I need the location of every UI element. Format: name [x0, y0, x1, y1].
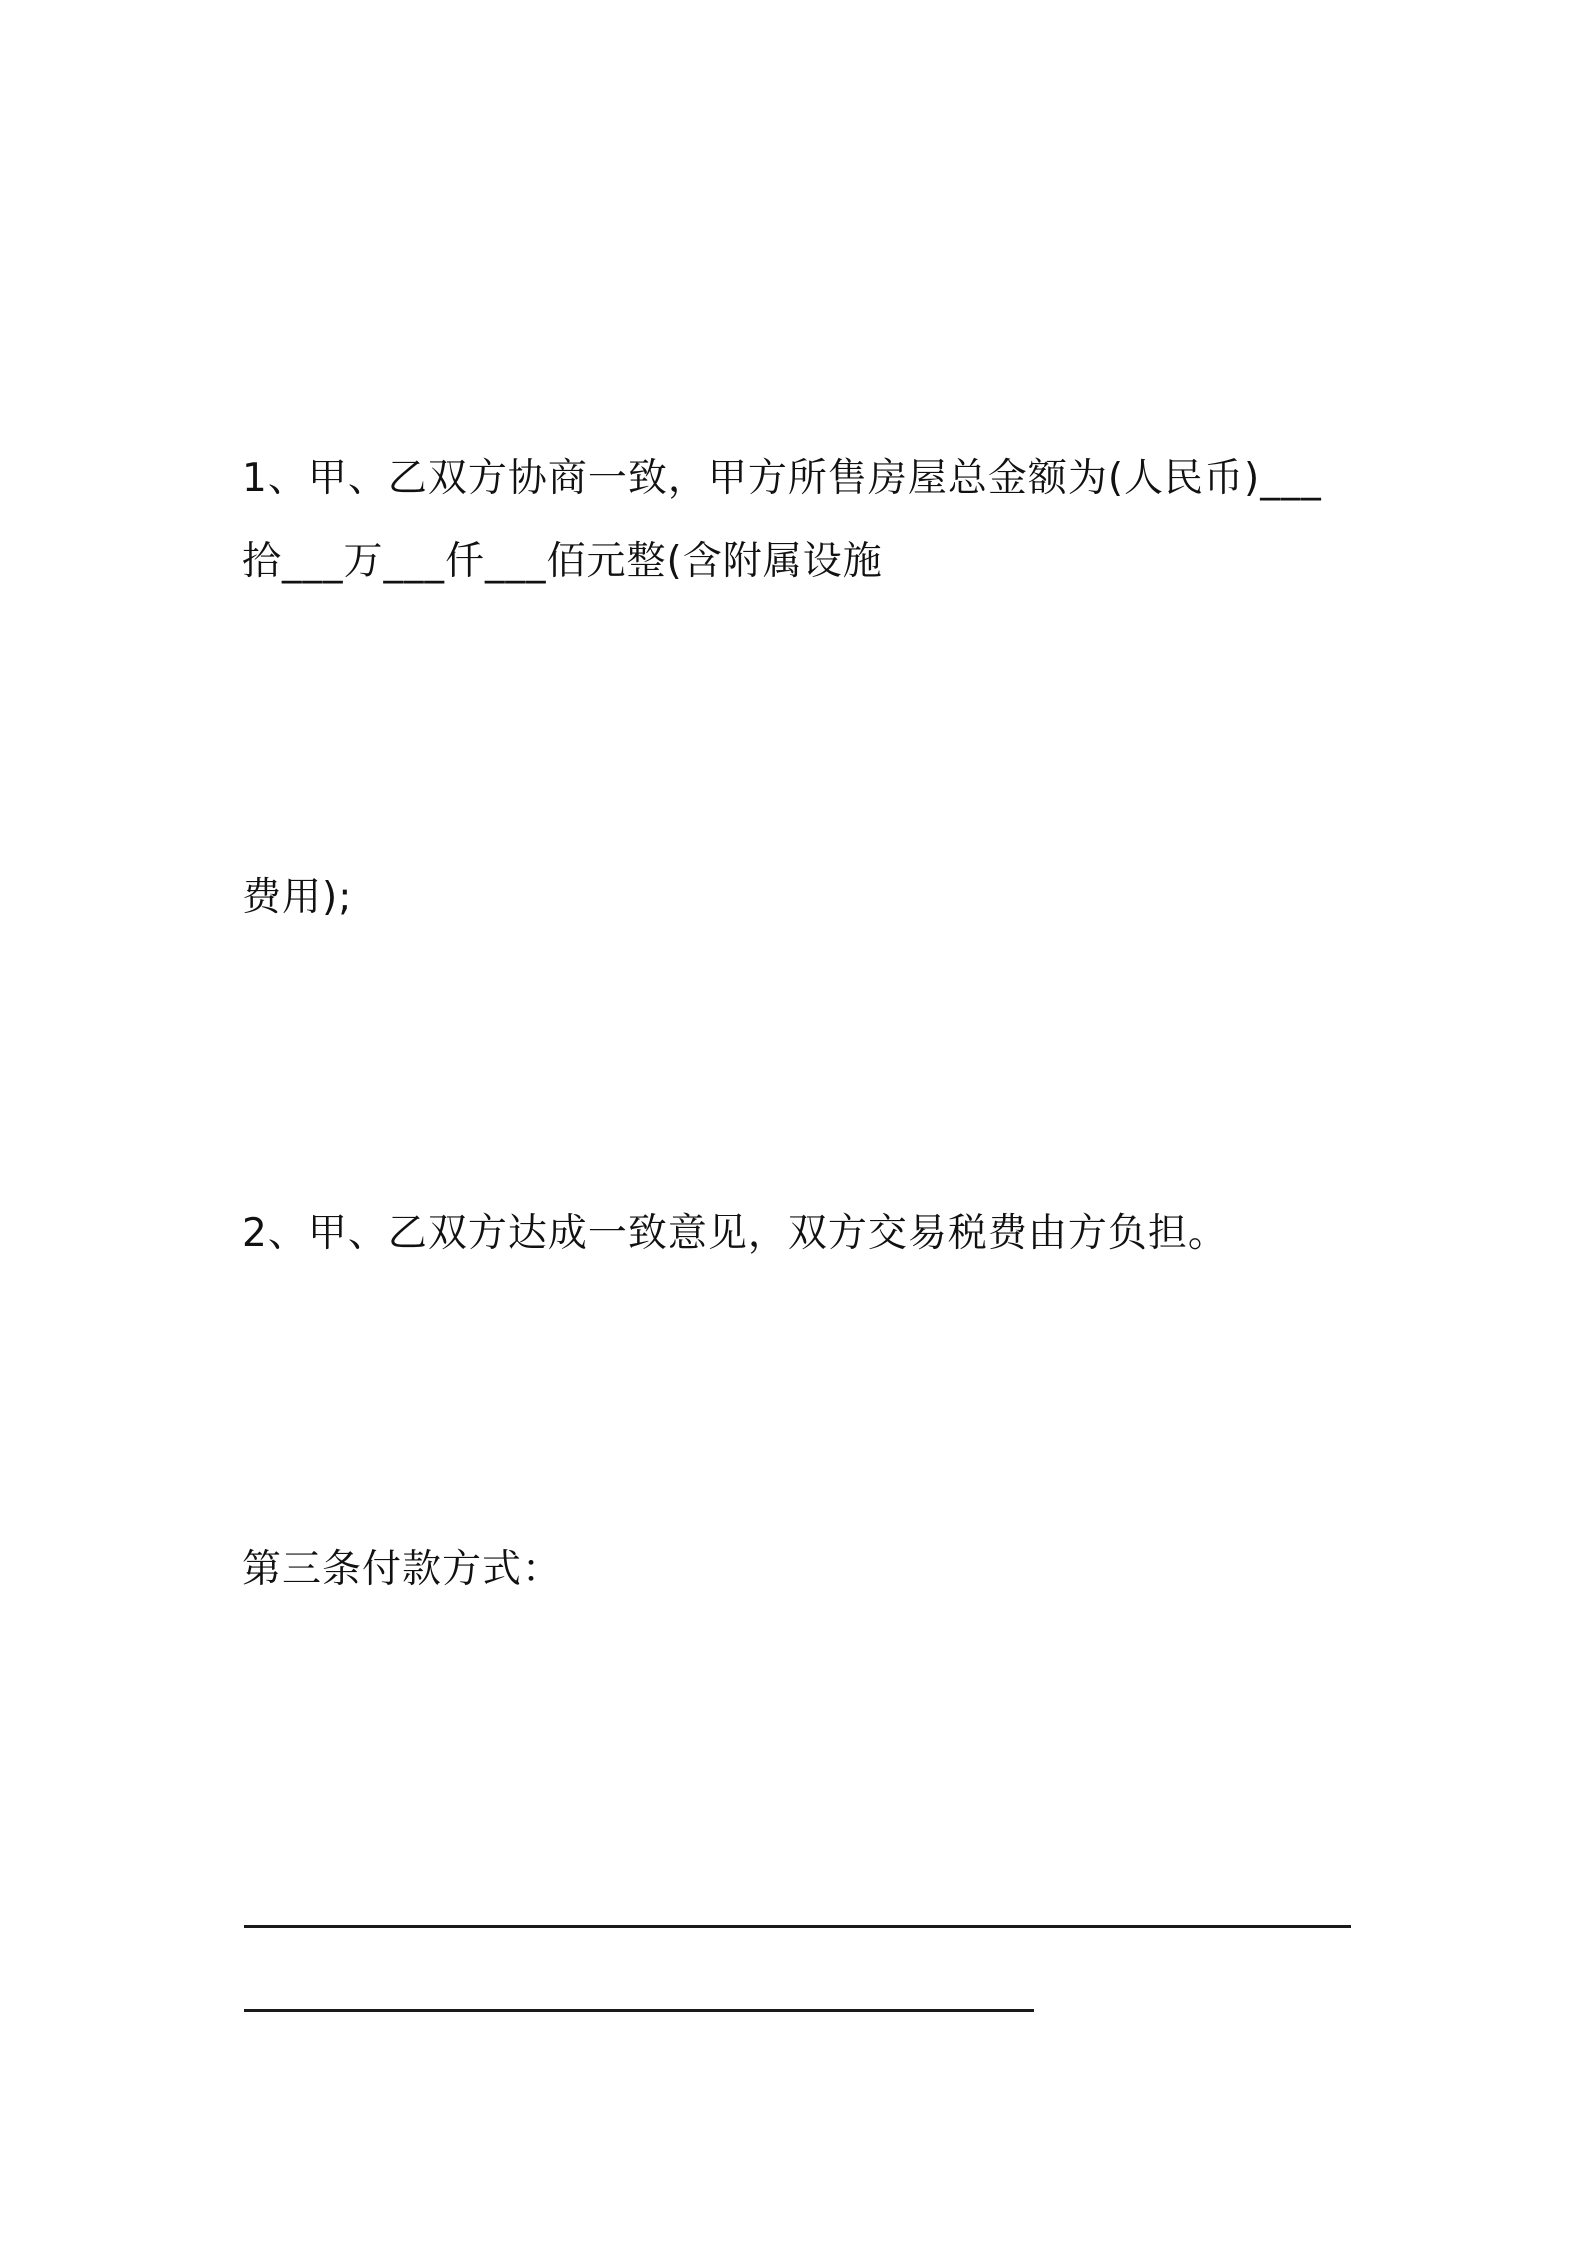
clause-1-line-3: 费用); [242, 875, 353, 920]
blank-fill-line-2 [244, 2009, 1034, 2012]
article-3-heading: 第三条付款方式： [242, 1547, 563, 1592]
clause-1-line-2: 拾___万___仟___佰元整(含附属设施 [242, 539, 883, 584]
clause-1-line-1: 1、甲、乙双方协商一致，甲方所售房屋总金额为(人民币)___ [242, 456, 1322, 501]
blank-fill-line-1 [244, 1925, 1351, 1928]
clause-2-line-1: 2、甲、乙双方达成一致意见，双方交易税费由方负担。 [242, 1211, 1228, 1256]
